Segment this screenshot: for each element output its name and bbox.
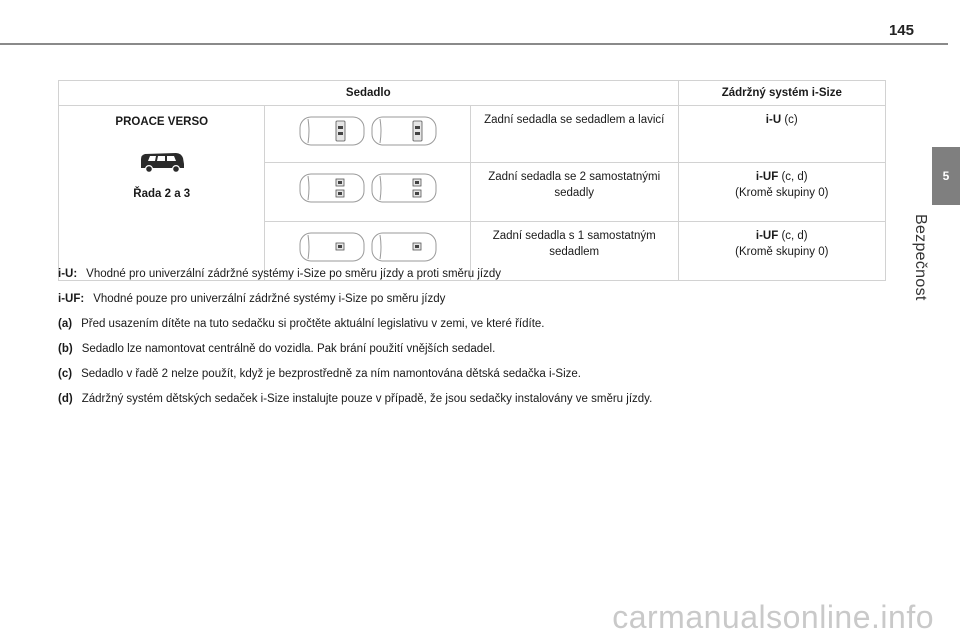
seat-compatibility-table: [58, 80, 886, 281]
chapter-label: Bezpečnost: [912, 214, 929, 301]
seat-layout-image: [265, 106, 470, 163]
header-seat: Sedadlo: [59, 81, 679, 106]
footnote-text: Sedadlo v řadě 2 nelze použít, když je bezprostředně za ním namontována dětská sedačka i-Size.: [81, 368, 581, 380]
system-code-suffix: (c, d): [778, 230, 808, 242]
system-cell: [678, 106, 885, 163]
system-code-suffix: (c): [781, 114, 798, 126]
seat-description: Zadní sedadla se sedadlem a lavicí: [470, 106, 678, 163]
system-cell: [678, 163, 885, 222]
vehicle-cell: [59, 106, 265, 281]
footnote-text: Sedadlo lze namontovat centrálně do vozidla. Pak brání použití vnějších sedadel.: [81, 343, 496, 355]
seat-layout-bench-icon: [298, 114, 438, 148]
watermark: carmanualsonline.info: [612, 599, 934, 635]
footnote-key: (c): [58, 368, 73, 380]
model-name: PROACE VERSO: [115, 116, 209, 128]
system-code: i-UF: [755, 230, 779, 242]
table-header-row: [59, 81, 886, 106]
header-rule: [0, 43, 948, 45]
footnote-key: (d): [58, 393, 73, 405]
footnote-text: Zádržný systém dětských sedaček i-Size instalujte pouze v případě, že jsou sedačky instalovány ve směru jízdy.: [81, 393, 653, 405]
seat-description: Zadní sedadla se 2 samostatnými sedadly: [470, 163, 678, 222]
header-system: Zádržný systém i-Size: [678, 81, 885, 106]
page-number: 145: [888, 22, 914, 39]
seat-layout-one-seat-icon: [298, 230, 438, 264]
footnote-text: Vhodné pouze pro univerzální zádržné systémy i-Size po směru jízdy: [93, 293, 446, 305]
footnote-key: i-UF:: [58, 293, 85, 305]
footnote: [58, 316, 888, 340]
seat-layout-image: [265, 163, 470, 222]
footnote: [58, 266, 888, 290]
system-code: i-U: [765, 114, 782, 126]
system-note: (Kromě skupiny 0): [735, 246, 829, 258]
footnote-text: Před usazením dítěte na tuto sedačku si pročtěte aktuální legislativu v zemi, ve které řídíte.: [81, 318, 545, 330]
chapter-tab-number: 5: [942, 169, 950, 183]
van-icon: [138, 150, 186, 174]
footnote: [58, 291, 888, 315]
seat-layout-two-seats-icon: [298, 171, 438, 205]
table-row: [59, 106, 886, 163]
system-code: i-UF: [755, 171, 779, 183]
footnote-key: i-U:: [58, 268, 78, 280]
footnote: [58, 341, 888, 365]
footnote: [58, 366, 888, 390]
seat-description: Zadní sedadla s 1 samostatným sedadlem: [470, 222, 678, 281]
row-name: Řada 2 a 3: [133, 188, 191, 200]
chapter-tab[interactable]: [932, 147, 960, 205]
footnote-key: (a): [58, 318, 73, 330]
footnote: [58, 391, 888, 415]
footnote-key: (b): [58, 343, 73, 355]
footnotes: [58, 266, 888, 416]
system-note: (Kromě skupiny 0): [735, 187, 829, 199]
system-code-suffix: (c, d): [778, 171, 808, 183]
footnote-text: Vhodné pro univerzální zádržné systémy i-Size po směru jízdy a proti směru jízdy: [86, 268, 501, 280]
